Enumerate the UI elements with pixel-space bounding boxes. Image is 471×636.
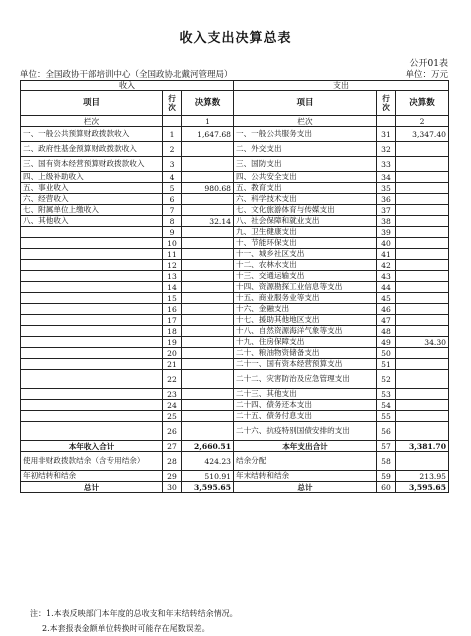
expense-item-cell: 十九、住房保障支出: [234, 337, 377, 348]
table-row: [21, 127, 449, 142]
income-line-header: 行次: [163, 91, 182, 116]
expense-item-cell: 十五、商业服务业等支出: [234, 293, 377, 304]
table-row: [21, 452, 449, 471]
expense-amount-cell: 3,381.70: [396, 441, 449, 452]
expense-item-cell: 六、科学技术支出: [234, 194, 377, 205]
income-amount-cell: [182, 205, 234, 216]
table-row: [21, 227, 449, 238]
expense-item-cell: 五、教育支出: [234, 183, 377, 194]
expense-line-cell: 60: [377, 482, 396, 493]
table-row: [21, 441, 449, 452]
table-row: [21, 282, 449, 293]
expense-amount-cell: 213.95: [396, 471, 449, 482]
expense-item-cell: 二十一、国有资本经营预算支出: [234, 359, 377, 370]
expense-line-cell: 54: [377, 400, 396, 411]
table-row: [21, 389, 449, 400]
income-amount-cell: 424.23: [182, 452, 234, 471]
income-item-cell: 总计: [21, 482, 163, 493]
income-column-number: 1: [182, 116, 234, 127]
table-row: [21, 359, 449, 370]
expense-amount-cell: [396, 142, 449, 157]
income-amount-cell: [182, 389, 234, 400]
table-row: [21, 315, 449, 326]
expense-item-cell: 七、文化旅游体育与传媒支出: [234, 205, 377, 216]
expense-amount-cell: [396, 370, 449, 389]
income-amount-cell: [182, 157, 234, 172]
expense-line-cell: 37: [377, 205, 396, 216]
income-line-cell: 18: [163, 326, 182, 337]
expense-line-cell: 52: [377, 370, 396, 389]
expense-amount-header: 决算数: [396, 91, 449, 116]
expense-amount-cell: [396, 183, 449, 194]
table-row: [21, 194, 449, 205]
income-item-cell: 一、一般公共预算财政拨款收入: [21, 127, 163, 142]
income-item-header: 项目: [21, 91, 163, 116]
income-item-cell: 使用非财政拨款结余（含专用结余）: [21, 452, 163, 471]
table-row: [21, 293, 449, 304]
income-amount-cell: [182, 172, 234, 183]
expense-item-cell: 二十三、其他支出: [234, 389, 377, 400]
table-row: [21, 348, 449, 359]
footnote: 2.本套报表金额单位转换时可能存在尾数误差。: [42, 624, 210, 633]
income-column-blank: [163, 116, 182, 127]
income-item-cell: [21, 359, 163, 370]
income-amount-cell: [182, 249, 234, 260]
unit-label: 单位：全国政协干部培训中心（全国政协北戴河管理局）: [20, 70, 233, 80]
table-row: [21, 337, 449, 348]
expense-line-cell: 40: [377, 238, 396, 249]
expense-line-cell: 36: [377, 194, 396, 205]
income-item-cell: [21, 422, 163, 441]
table-row: [21, 482, 449, 493]
income-amount-cell: [182, 194, 234, 205]
expense-line-cell: 31: [377, 127, 396, 142]
expense-item-cell: 十七、援助其他地区支出: [234, 315, 377, 326]
income-line-cell: 14: [163, 282, 182, 293]
expense-item-cell: 结余分配: [234, 452, 377, 471]
form-number: 公开01表: [409, 59, 448, 69]
income-item-cell: [21, 304, 163, 315]
expense-item-cell: 二十五、债务付息支出: [234, 411, 377, 422]
income-amount-cell: 2,660.51: [182, 441, 234, 452]
expense-item-cell: 十二、农林水支出: [234, 260, 377, 271]
table-row: [21, 205, 449, 216]
income-item-cell: 八、其他收入: [21, 216, 163, 227]
expense-line-cell: 49: [377, 337, 396, 348]
expense-line-cell: 41: [377, 249, 396, 260]
income-item-cell: [21, 315, 163, 326]
expense-line-cell: 34: [377, 172, 396, 183]
expense-item-cell: 九、卫生健康支出: [234, 227, 377, 238]
income-amount-cell: [182, 411, 234, 422]
expense-item-cell: 二十四、债务还本支出: [234, 400, 377, 411]
income-item-cell: 年初结转和结余: [21, 471, 163, 482]
income-line-cell: 13: [163, 271, 182, 282]
expense-line-header: 行次: [377, 91, 396, 116]
expense-amount-cell: 3,595.65: [396, 482, 449, 493]
expense-amount-cell: [396, 260, 449, 271]
expense-amount-cell: [396, 304, 449, 315]
income-amount-cell: [182, 337, 234, 348]
expense-line-cell: 45: [377, 293, 396, 304]
expense-line-cell: 39: [377, 227, 396, 238]
expense-item-cell: 三、国防支出: [234, 157, 377, 172]
expense-amount-cell: [396, 452, 449, 471]
expense-amount-cell: [396, 238, 449, 249]
table-row: [21, 400, 449, 411]
expense-line-cell: 53: [377, 389, 396, 400]
income-line-cell: 29: [163, 471, 182, 482]
income-line-cell: 7: [163, 205, 182, 216]
income-line-cell: 26: [163, 422, 182, 441]
expense-item-header: 项目: [234, 91, 377, 116]
income-amount-cell: [182, 238, 234, 249]
income-amount-cell: 510.91: [182, 471, 234, 482]
income-line-cell: 12: [163, 260, 182, 271]
income-amount-cell: [182, 422, 234, 441]
expense-line-cell: 57: [377, 441, 396, 452]
income-line-cell: 16: [163, 304, 182, 315]
expense-line-cell: 32: [377, 142, 396, 157]
income-line-cell: 6: [163, 194, 182, 205]
expense-line-cell: 38: [377, 216, 396, 227]
income-amount-cell: [182, 142, 234, 157]
income-item-cell: [21, 227, 163, 238]
income-line-cell: 28: [163, 452, 182, 471]
income-item-cell: 七、附属单位上缴收入: [21, 205, 163, 216]
expense-item-cell: 十一、城乡社区支出: [234, 249, 377, 260]
expense-amount-cell: [396, 293, 449, 304]
income-item-cell: 六、经营收入: [21, 194, 163, 205]
income-item-cell: [21, 249, 163, 260]
table-body: [21, 127, 449, 493]
table-row: [21, 326, 449, 337]
expense-amount-cell: [396, 326, 449, 337]
table-row: [21, 249, 449, 260]
income-item-cell: [21, 411, 163, 422]
income-item-cell: [21, 348, 163, 359]
expense-amount-cell: [396, 348, 449, 359]
income-amount-cell: [182, 370, 234, 389]
expense-line-cell: 50: [377, 348, 396, 359]
income-item-cell: [21, 260, 163, 271]
expense-amount-cell: [396, 422, 449, 441]
income-line-cell: 21: [163, 359, 182, 370]
expense-amount-cell: [396, 157, 449, 172]
income-amount-cell: [182, 260, 234, 271]
income-item-cell: [21, 282, 163, 293]
income-line-cell: 25: [163, 411, 182, 422]
income-item-cell: [21, 370, 163, 389]
income-amount-cell: [182, 227, 234, 238]
table-row: [21, 183, 449, 194]
expense-amount-cell: [396, 389, 449, 400]
income-line-cell: 30: [163, 482, 182, 493]
expense-item-cell: 二十六、抗疫特别国债安排的支出: [234, 422, 377, 441]
income-amount-cell: [182, 304, 234, 315]
expense-amount-cell: [396, 227, 449, 238]
income-item-cell: [21, 293, 163, 304]
income-item-cell: 本年收入合计: [21, 441, 163, 452]
income-amount-cell: [182, 348, 234, 359]
expense-amount-cell: [396, 194, 449, 205]
table-row: [21, 271, 449, 282]
income-line-cell: 15: [163, 293, 182, 304]
expense-line-cell: 33: [377, 157, 396, 172]
expense-amount-cell: [396, 172, 449, 183]
expense-amount-cell: [396, 400, 449, 411]
expense-line-cell: 46: [377, 304, 396, 315]
income-item-cell: 五、事业收入: [21, 183, 163, 194]
income-amount-cell: [182, 282, 234, 293]
expense-amount-cell: [396, 411, 449, 422]
income-section-header: 收入: [21, 81, 234, 91]
income-line-cell: 9: [163, 227, 182, 238]
table-row: [21, 142, 449, 157]
income-line-cell: 19: [163, 337, 182, 348]
income-amount-cell: [182, 359, 234, 370]
expense-item-cell: 二十、粮油物资储备支出: [234, 348, 377, 359]
income-line-cell: 8: [163, 216, 182, 227]
money-unit: 单位：万元: [405, 70, 448, 80]
income-line-cell: 20: [163, 348, 182, 359]
expense-item-cell: 四、公共安全支出: [234, 172, 377, 183]
expense-item-cell: 一、一般公共服务支出: [234, 127, 377, 142]
income-amount-cell: [182, 293, 234, 304]
expense-line-cell: 56: [377, 422, 396, 441]
income-amount-cell: [182, 400, 234, 411]
footnotes: [30, 606, 238, 636]
expense-column-number: 2: [396, 116, 449, 127]
income-amount-cell: 980.68: [182, 183, 234, 194]
income-item-cell: [21, 337, 163, 348]
income-amount-header: 决算数: [182, 91, 234, 116]
income-column-label: 栏次: [21, 116, 163, 127]
income-amount-cell: [182, 271, 234, 282]
expense-line-cell: 43: [377, 271, 396, 282]
income-item-cell: [21, 389, 163, 400]
income-line-cell: 24: [163, 400, 182, 411]
expense-item-cell: 本年支出合计: [234, 441, 377, 452]
income-line-cell: 23: [163, 389, 182, 400]
table-row: [21, 260, 449, 271]
expense-amount-cell: [396, 216, 449, 227]
expense-line-cell: 59: [377, 471, 396, 482]
income-line-cell: 4: [163, 172, 182, 183]
expense-item-cell: 十八、自然资源海洋气象等支出: [234, 326, 377, 337]
expense-line-cell: 48: [377, 326, 396, 337]
expense-item-cell: 总计: [234, 482, 377, 493]
footnote: 注：1.本表反映部门本年度的总收支和年末结转结余情况。: [30, 609, 238, 618]
income-item-cell: 二、政府性基金预算财政拨款收入: [21, 142, 163, 157]
expense-line-cell: 58: [377, 452, 396, 471]
expense-item-cell: 十三、交通运输支出: [234, 271, 377, 282]
unit-line: [20, 68, 448, 80]
report-title: 收入支出决算总表: [179, 31, 292, 46]
expense-line-cell: 47: [377, 315, 396, 326]
expense-item-cell: 十四、资源勘探工业信息等支出: [234, 282, 377, 293]
table-row: [21, 370, 449, 389]
income-line-cell: 22: [163, 370, 182, 389]
table-row: [21, 471, 449, 482]
table-row: [21, 411, 449, 422]
income-line-cell: 2: [163, 142, 182, 157]
expense-line-cell: 51: [377, 359, 396, 370]
table-row: [21, 216, 449, 227]
income-amount-cell: 3,595.65: [182, 482, 234, 493]
income-line-cell: 1: [163, 127, 182, 142]
income-line-cell: 10: [163, 238, 182, 249]
income-amount-cell: [182, 326, 234, 337]
income-line-cell: 3: [163, 157, 182, 172]
expense-line-cell: 55: [377, 411, 396, 422]
expense-amount-cell: 34.30: [396, 337, 449, 348]
table-row: [21, 238, 449, 249]
expense-amount-cell: [396, 282, 449, 293]
expense-column-label: 栏次: [234, 116, 377, 127]
expense-item-cell: 八、社会保障和就业支出: [234, 216, 377, 227]
expense-amount-cell: [396, 205, 449, 216]
expense-amount-cell: [396, 249, 449, 260]
expense-section-header: 支出: [234, 81, 449, 91]
income-item-cell: [21, 238, 163, 249]
table-row: [21, 304, 449, 315]
income-line-cell: 17: [163, 315, 182, 326]
expense-item-cell: 二、外交支出: [234, 142, 377, 157]
income-item-cell: [21, 326, 163, 337]
expense-line-cell: 44: [377, 282, 396, 293]
expense-amount-cell: [396, 359, 449, 370]
expense-amount-cell: [396, 271, 449, 282]
table-row: [21, 172, 449, 183]
expense-amount-cell: 3,347.40: [396, 127, 449, 142]
expense-item-cell: 年末结转和结余: [234, 471, 377, 482]
income-amount-cell: [182, 315, 234, 326]
expense-item-cell: 二十二、灾害防治及应急管理支出: [234, 370, 377, 389]
income-item-cell: [21, 271, 163, 282]
table-row: [21, 422, 449, 441]
income-item-cell: 三、国有资本经营预算财政拨款收入: [21, 157, 163, 172]
expense-amount-cell: [396, 315, 449, 326]
expense-item-cell: 十、节能环保支出: [234, 238, 377, 249]
expense-line-cell: 35: [377, 183, 396, 194]
income-item-cell: [21, 400, 163, 411]
income-expense-table: [20, 80, 449, 493]
income-item-cell: 四、上级补助收入: [21, 172, 163, 183]
income-amount-cell: 32.14: [182, 216, 234, 227]
expense-line-cell: 42: [377, 260, 396, 271]
income-line-cell: 11: [163, 249, 182, 260]
expense-column-blank: [377, 116, 396, 127]
expense-item-cell: 十六、金融支出: [234, 304, 377, 315]
income-line-cell: 5: [163, 183, 182, 194]
income-line-cell: 27: [163, 441, 182, 452]
table-row: [21, 157, 449, 172]
income-amount-cell: 1,647.68: [182, 127, 234, 142]
